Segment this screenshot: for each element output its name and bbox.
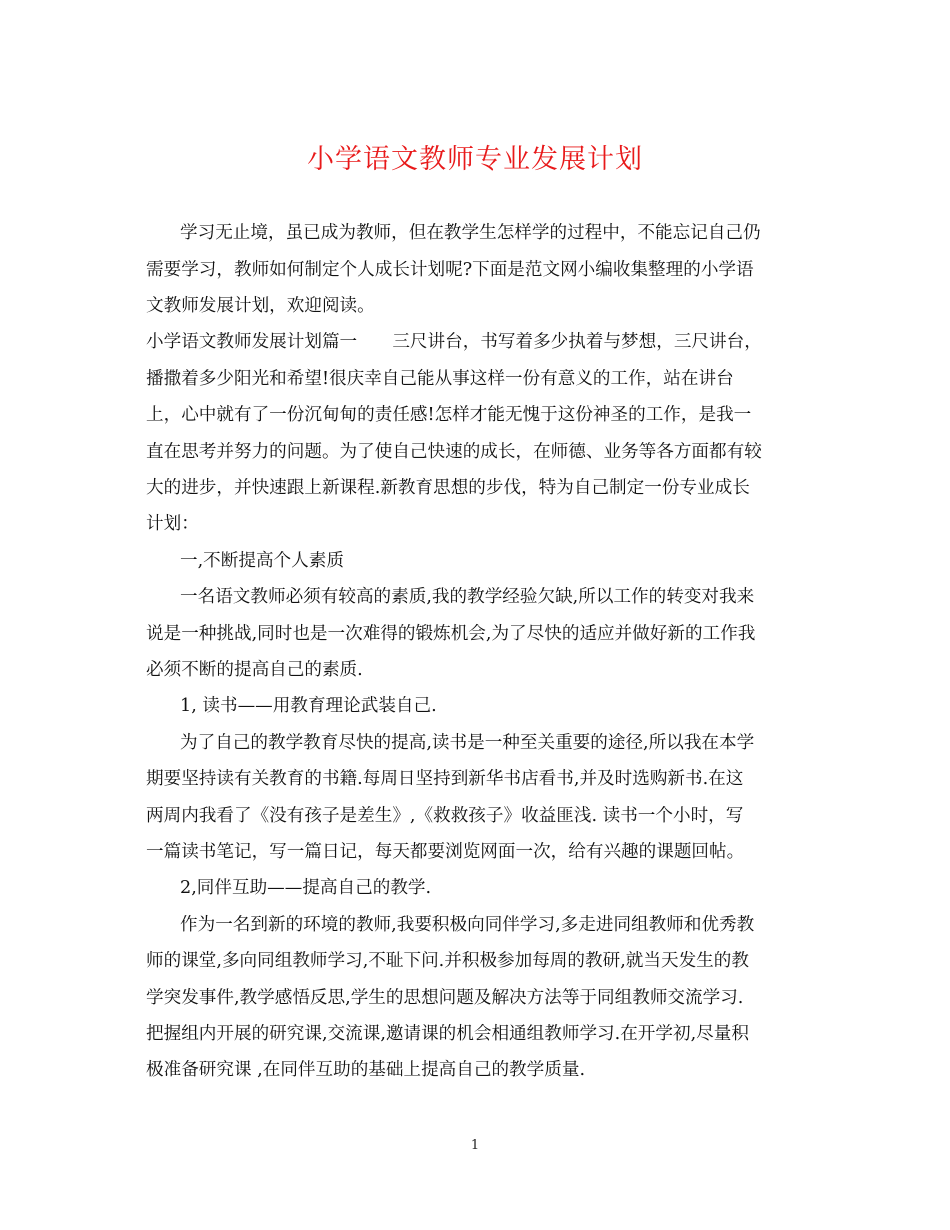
body-line: 一名语文教师必须有较高的素质,我的教学经验欠缺,所以工作的转变对我来 bbox=[180, 587, 755, 607]
body-line: 两周内我看了《没有孩子是差生》,《救救孩子》收益匪浅. 读书一个小时，写 bbox=[146, 806, 744, 826]
subheading-line: 一,不断提高个人素质 bbox=[180, 551, 344, 571]
body-line: 一篇读书笔记，写一篇日记，每天都要浏览网面一次，给有兴趣的课题回帖。 bbox=[146, 842, 745, 862]
body-line: 计划： bbox=[146, 514, 199, 534]
subheading-line: 1, 读书——用教育理论武装自己. bbox=[180, 696, 437, 716]
body-line: 播撒着多少阳光和希望!很庆幸自己能从事这样一份有意义的工作，站在讲台 bbox=[146, 369, 734, 389]
body-line: 为了自己的教学教育尽快的提高,读书是一种至关重要的途径,所以我在本学 bbox=[180, 733, 755, 753]
section-heading-line: 小学语文教师发展计划篇一 三尺讲台，书写着多少执着与梦想，三尺讲台， bbox=[146, 332, 762, 352]
body-line: 学习无止境，虽已成为教师，但在教学生怎样学的过程中，不能忘记自己仍 bbox=[180, 223, 761, 243]
body-line: 文教师发展计划，欢迎阅读。 bbox=[146, 296, 375, 316]
body-line: 上，心中就有了一份沉甸甸的责任感!怎样才能无愧于这份神圣的工作，是我一 bbox=[146, 405, 752, 425]
subheading-line: 2,同伴互助——提高自己的教学. bbox=[180, 878, 432, 898]
body-line: 作为一名到新的环境的教师,我要积极向同伴学习,多走进同组教师和优秀教 bbox=[180, 915, 755, 935]
body-line: 极准备研究课 ,在同伴互助的基础上提高自己的教学质量. bbox=[146, 1060, 586, 1080]
document-title: 小学语文教师专业发展计划 bbox=[307, 144, 643, 175]
body-line: 大的进步，并快速跟上新课程.新教育思想的步伐，特为自己制定一份专业成长 bbox=[146, 478, 750, 498]
body-line: 学突发事件,教学感悟反思,学生的思想问题及解决方法等于同组教师交流学习. bbox=[146, 988, 744, 1008]
body-line: 期要坚持读有关教育的书籍.每周日坚持到新华书店看书,并及时选购新书.在这 bbox=[146, 769, 744, 789]
body-line: 必须不断的提高自己的素质. bbox=[146, 660, 363, 680]
body-line: 师的课堂,多向同组教师学习,不耻下问.并积极参加每周的教研,就当天发生的教 bbox=[146, 951, 749, 971]
body-line: 直在思考并努力的问题。为了使自己快速的成长，在师德、业务等各方面都有较 bbox=[146, 442, 762, 462]
body-line: 需要学习，教师如何制定个人成长计划呢?下面是范文网小编收集整理的小学语 bbox=[146, 260, 754, 280]
page-number: 1 bbox=[470, 1138, 480, 1153]
body-line: 说是一种挑战,同时也是一次难得的锻炼机会,为了尽快的适应并做好新的工作我 bbox=[146, 624, 756, 644]
body-line: 把握组内开展的研究课,交流课,邀请课的机会相通组教师学习.在开学初,尽量积 bbox=[146, 1024, 749, 1044]
